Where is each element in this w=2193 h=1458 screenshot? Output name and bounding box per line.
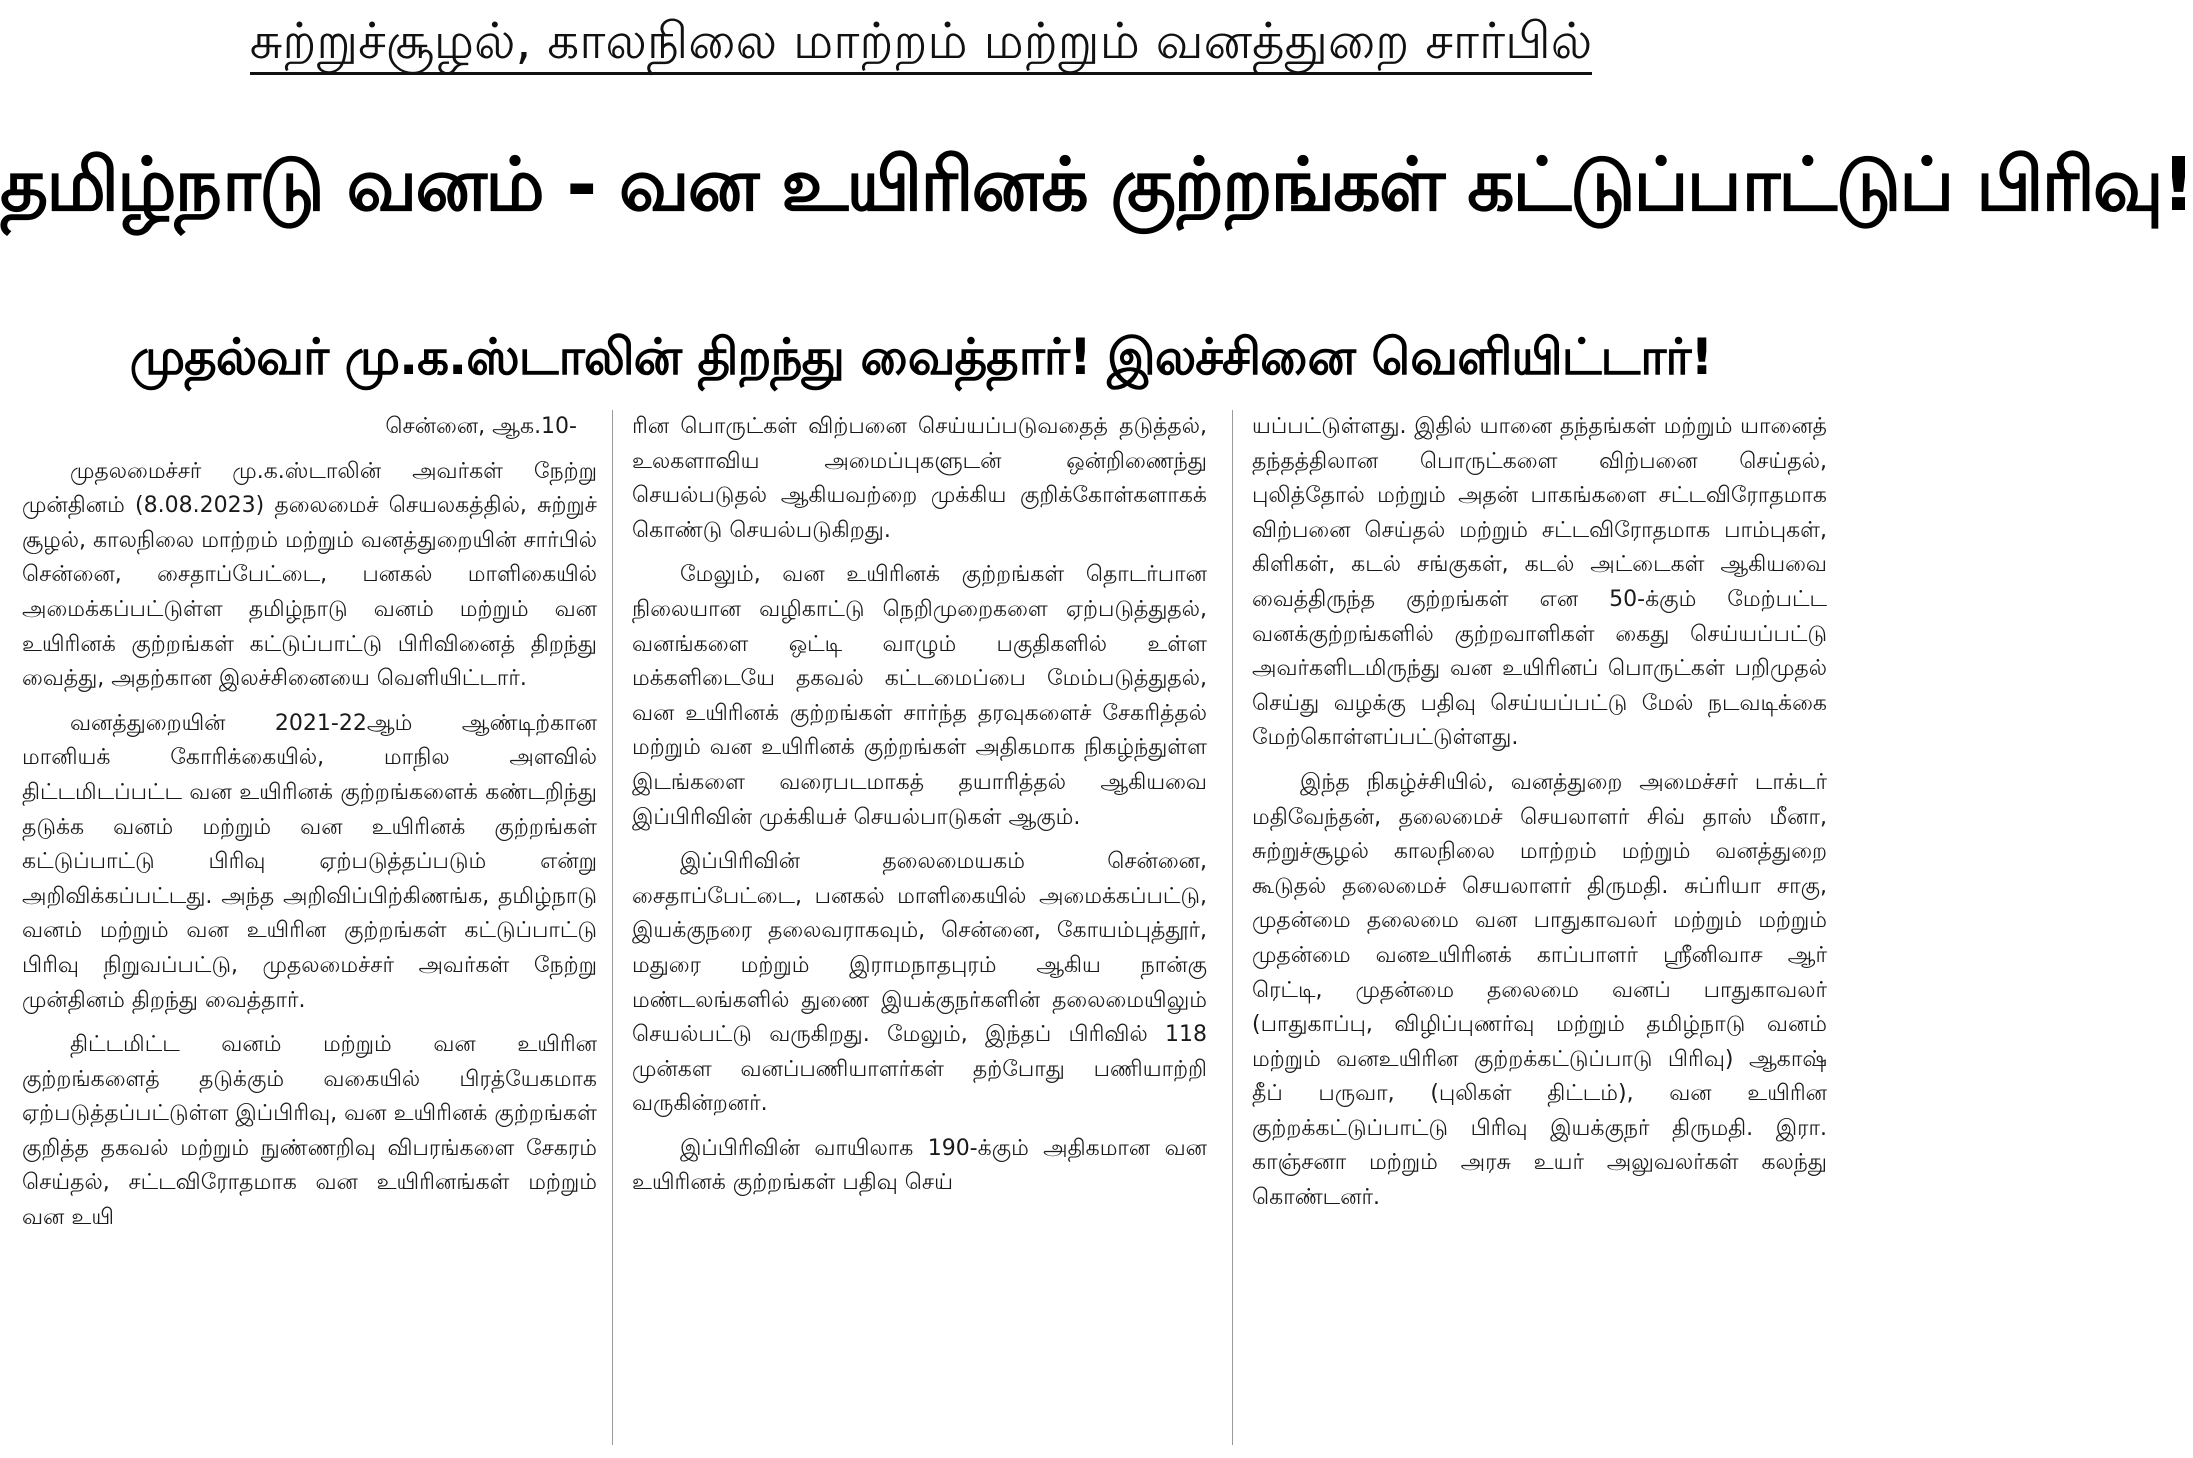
column-divider <box>1232 410 1233 1445</box>
headline: தமிழ்நாடு வனம் - வன உயிரினக் குற்றங்கள் கட்டுப்பாட்டுப் பிரிவு! <box>0 142 2193 228</box>
article-column-3 <box>1252 410 1827 1450</box>
kicker-strapline <box>0 6 1842 76</box>
article-paragraph: இப்பிரிவின் தலைமையகம் சென்னை, சைதாப்பேட்டை, பனகல் மாளிகையில் அமைக்கப்பட்டு, இயக்குநரை தலைவராகவும், சென்னை, கோயம்புத்தூர், மதுரை மற்றும் இராமநாதபுரம் ஆகிய நான்கு மண்டலங்களில் துணை இயக்குநர்களின் தலைமையிலும் செயல்பட்டு வருகிறது. மேலும், இந்தப் பிரிவில் 118 முன்கள வனப்பணியாளர்கள் தற்போது பணியாற்றி வருகின்றனர். <box>632 849 1207 1117</box>
article-paragraph: மேலும், வன உயிரினக் குற்றங்கள் தொடர்பான நிலையான வழிகாட்டு நெறிமுறைகளை ஏற்படுத்துதல், வனங்களை ஒட்டி வாழும் பகுதிகளில் உள்ள மக்களிடையே தகவல் கட்டமைப்பை மேம்படுத்துதல், வன உயிரினக் குற்றங்கள் சார்ந்த தரவுகளைச் சேகரித்தல் மற்றும் வன உயிரினக் குற்றங்கள் அதிகமாக நிகழ்ந்துள்ள இடங்களை வரைபடமாகத் தயாரித்தல் ஆகியவை இப்பிரிவின் முக்கியச் செயல்பாடுகள் ஆகும். <box>632 562 1207 830</box>
column-divider <box>612 410 613 1445</box>
kicker-text: சுற்றுச்சூழல், காலநிலை மாற்றம் மற்றும் வனத்துறை சார்பில் <box>250 12 1593 75</box>
article-paragraph: ரின பொருட்கள் விற்பனை செய்யப்படுவதைத் தடுத்தல், உலகளாவிய அமைப்புகளுடன் ஒன்றிணைந்து செயல்படுதல் ஆகியவற்றை முக்கிய குறிக்கோள்களாகக் கொண்டு செயல்படுகிறது. <box>632 414 1207 543</box>
article-paragraph: இப்பிரிவின் வாயிலாக 190-க்கும் அதிகமான வன உயிரினக் குற்றங்கள் பதிவு செய் <box>632 1135 1207 1196</box>
subheadline: முதல்வர் மு.க.ஸ்டாலின் திறந்து வைத்தார்! இலச்சினை வெளியிட்டார்! <box>129 328 1713 386</box>
dateline: சென்னை, ஆக.10- <box>385 414 577 439</box>
article-paragraph: திட்டமிட்ட வனம் மற்றும் வன உயிரின குற்றங்களைத் தடுக்கும் வகையில் பிரத்யேகமாக ஏற்படுத்தப்பட்டுள்ள இப்பிரிவு, வன உயிரினக் குற்றங்கள் குறித்த தகவல் மற்றும் நுண்ணறிவு விபரங்களை சேகரம் செய்தல், சட்டவிரோதமாக வன உயிரினங்கள் மற்றும் வன உயி <box>22 1032 597 1231</box>
article-column-2 <box>632 410 1207 1450</box>
article-paragraph: வனத்துறையின் 2021-22ஆம் ஆண்டிற்கான மானியக் கோரிக்கையில், மாநில அளவில் திட்டமிடப்பட்ட வன உயிரினக் குற்றங்களைக் கண்டறிந்து தடுக்க வனம் மற்றும் வன உயிரினக் குற்றங்கள் கட்டுப்பாட்டு பிரிவு ஏற்படுத்தப்படும் என்று அறிவிக்கப்பட்டது. அந்த அறிவிப்பிற்கிணங்க, தமிழ்நாடு வனம் மற்றும் வன உயிரின குற்றங்கள் கட்டுப்பாட்டு பிரிவு நிறுவப்பட்டு, முதலமைச்சர் அவர்கள் நேற்று முன்தினம் திறந்து வைத்தார். <box>22 710 597 1013</box>
article-column-1 <box>22 410 597 1450</box>
article-paragraph: இந்த நிகழ்ச்சியில், வனத்துறை அமைச்சர் டாக்டர் மதிவேந்தன், தலைமைச் செயலாளர் சிவ் தாஸ் மீனா, சுற்றுச்சூழல் காலநிலை மாற்றம் மற்றும் வனத்துறை கூடுதல் தலைமைச் செயலாளர் திருமதி. சுப்ரியா சாகு, முதன்மை தலைமை வன பாதுகாவலர் மற்றும் மற்றும் முதன்மை வனஉயிரினக் காப்பாளர் ஸ்ரீனிவாச ஆர் ரெட்டி, முதன்மை தலைமை வனப் பாதுகாவலர் (பாதுகாப்பு, விழிப்புணர்வு மற்றும் தமிழ்நாடு வனம் மற்றும் வனஉயிரின குற்றக்கட்டுப்பாடு பிரிவு) ஆகாஷ் தீப் பருவா, (புலிகள் திட்டம்), வன உயிரின குற்றக்கட்டுப்பாட்டு பிரிவு இயக்குநர் திருமதி. இரா. காஞ்சனா மற்றும் அரசு உயர் அலுவலர்கள் கலந்து கொண்டனர். <box>1252 769 1827 1211</box>
article-paragraph: யப்பட்டுள்ளது. இதில் யானை தந்தங்கள் மற்றும் யானைத் தந்தத்திலான பொருட்களை விற்பனை செய்தல், புலித்தோல் மற்றும் அதன் பாகங்களை சட்டவிரோதமாக விற்பனை செய்தல் மற்றும் சட்டவிரோதமாக பாம்புகள், கிளிகள், கடல் சங்குகள், கடல் அட்டைகள் ஆகியவை வைத்திருந்த குற்றங்கள் என 50-க்கும் மேற்பட்ட வனக்குற்றங்களில் குற்றவாளிகள் கைது செய்யப்பட்டு அவர்களிடமிருந்து வன உயிரினப் பொருட்கள் பறிமுதல் செய்து வழக்கு பதிவு செய்யப்பட்டு மேல் நடவடிக்கை மேற்கொள்ளப்பட்டுள்ளது. <box>1252 414 1827 751</box>
article-paragraph: முதலமைச்சர் மு.க.ஸ்டாலின் அவர்கள் நேற்று முன்தினம் (8.08.2023) தலைமைச் செயலகத்தில், சுற்றுச் சூழல், காலநிலை மாற்றம் மற்றும் வனத்துறையின் சார்பில் சென்னை, சைதாப்பேட்டை, பனகல் மாளிகையில் அமைக்கப்பட்டுள்ள தமிழ்நாடு வனம் மற்றும் வன உயிரினக் குற்றங்கள் கட்டுப்பாட்டு பிரிவினைத் திறந்து வைத்து, அதற்கான இலச்சினையை வெளியிட்டார். <box>22 458 597 692</box>
